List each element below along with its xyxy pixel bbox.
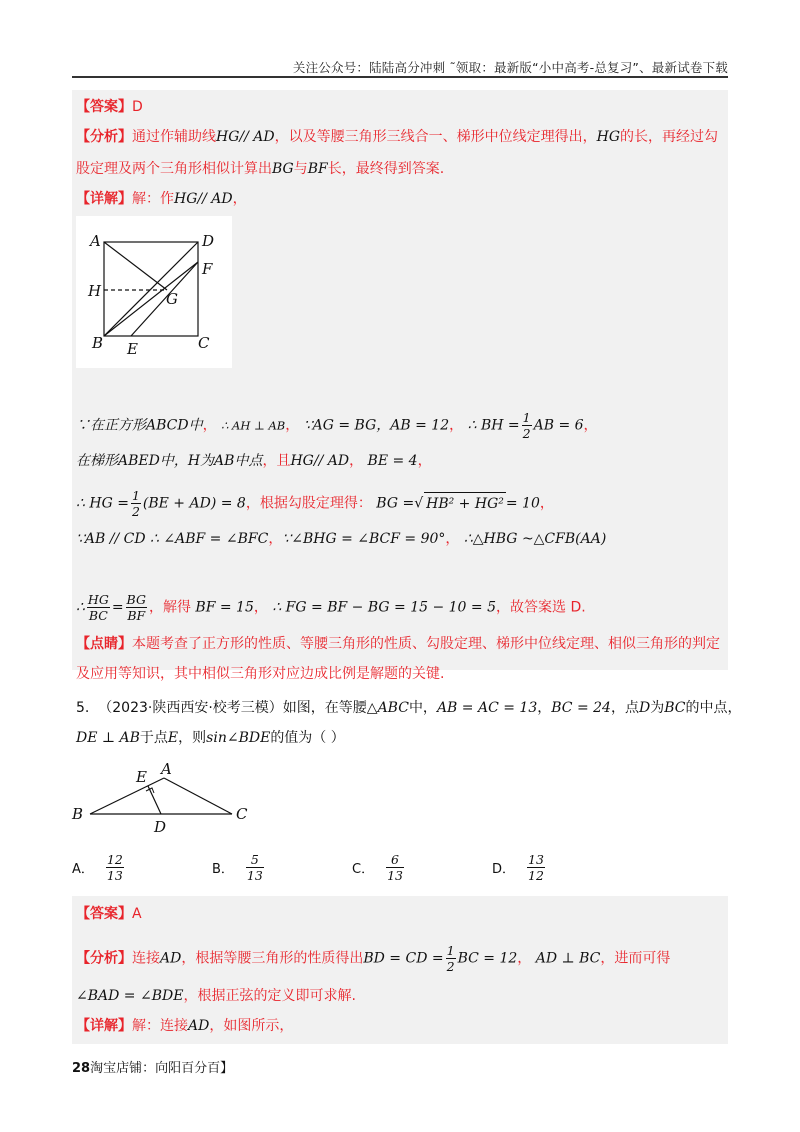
option-label: B． (212, 862, 234, 877)
fraction-denominator: 2 (131, 504, 140, 519)
stem-text: 的值为（ ） (270, 730, 345, 746)
label-b: B (72, 805, 84, 823)
detail-text: ，如图所示， (209, 1018, 294, 1034)
analysis-tag: 【分析】 (76, 129, 132, 145)
q5-stem-line-1 (76, 697, 742, 719)
math-expr: BG (272, 161, 294, 177)
detail-tag: 【详解】 (76, 1018, 132, 1034)
math-expr: ∵AB // CD ∴ ∠ABF = ∠BFC (76, 531, 269, 547)
step-text: ， (253, 599, 268, 616)
segment-ac (164, 778, 232, 814)
math-expr: BE = 4 (367, 453, 418, 469)
math-expr: ∵∠BHG = ∠BCF = 90° (282, 531, 446, 547)
q4-analysis-line-1 (76, 126, 726, 148)
math-expr: E (167, 730, 179, 746)
math-expr: ∠BAD = ∠BDE (76, 988, 184, 1004)
question-number: 5. (76, 700, 90, 716)
step-text: ， (268, 531, 283, 547)
answer-value: D (132, 99, 143, 115)
page-number: 28 (72, 1061, 91, 1076)
step-text: ，且 (262, 453, 291, 469)
fraction-numerator: 5 (246, 852, 264, 868)
label-c: C (236, 805, 248, 823)
fraction-numerator: 1 (446, 943, 455, 958)
page-footer (72, 1057, 233, 1076)
math-expr: BG = (376, 495, 415, 512)
stem-text: 中， (408, 700, 437, 716)
label-a: A (90, 232, 101, 250)
q4-step-2 (76, 450, 726, 472)
math-expr: D (638, 700, 651, 716)
math-expr: ∴ AH ⊥ AB (221, 418, 286, 433)
analysis-text: ，根据等腰三角形的性质得出 (181, 950, 364, 967)
option-label: A． (72, 862, 94, 877)
stem-text: ，则 (178, 730, 207, 746)
step-text: ， (202, 417, 217, 434)
fraction-numerator: 1 (522, 410, 531, 425)
option-fraction (106, 852, 124, 883)
analysis-tag: 【分析】 (76, 950, 132, 967)
analysis-text: ， (517, 950, 532, 967)
math-expr: HG// AD (290, 453, 350, 469)
label-a: A (161, 760, 172, 778)
fraction (126, 592, 147, 623)
step-text: ， (449, 417, 464, 434)
math-expr: ∴ BH = (467, 417, 520, 434)
math-expr: BF (307, 161, 328, 177)
sqrt-sign: √ (414, 495, 424, 512)
math-expr: AB = 6 (533, 417, 584, 434)
step-text: ， (285, 417, 300, 434)
q4-analysis-line-2 (76, 158, 726, 180)
answer-tag: 【答案】 (76, 99, 132, 115)
option-label: C． (352, 862, 375, 877)
math-expr: ∴△HBG ~△CFB(AA) (463, 531, 607, 547)
analysis-text: ，根据正弦的定义即可求解. (183, 988, 356, 1004)
math-expr: AD (160, 950, 182, 967)
header-rule (72, 76, 728, 78)
q5-detail-line (76, 1015, 726, 1037)
sqrt-radicand: HB² + HG² (424, 492, 506, 515)
math-expr: AB = AC = 13 (436, 700, 538, 716)
q4-comment-line-2 (76, 663, 726, 685)
label-d: D (202, 232, 215, 250)
option-b[interactable] (212, 852, 266, 883)
step-text: ，故答案选 D. (496, 599, 586, 616)
stem-text: ，点 (610, 700, 639, 716)
analysis-text: 连接 (132, 950, 160, 967)
q4-step-3 (76, 488, 726, 519)
math-expr: AD (188, 1018, 210, 1034)
analysis-text: 股定理及两个三角形相似计算出 (76, 161, 272, 177)
detail-text: 解：作 (132, 191, 174, 207)
comment-tag: 【点睛】 (76, 636, 132, 652)
analysis-text: ，进而可得 (600, 950, 671, 967)
stem-text: （2023·陕西西安·校考三模）如图，在等腰 (98, 700, 367, 716)
fraction (446, 943, 456, 974)
stem-text: ， (537, 700, 552, 716)
fraction (87, 592, 110, 623)
fraction-numerator: BG (126, 592, 146, 607)
step-text: ， (583, 417, 598, 434)
math-expr: AD ⊥ BC (535, 950, 601, 967)
math-expr: ∵AG = BG，AB = 12 (303, 417, 450, 434)
math-expr: ∴ (76, 599, 85, 616)
comment-text: 本题考查了正方形的性质、等腰三角形的性质、勾股定理、梯形中位线定理、相似三角形的判定 (132, 636, 720, 652)
comment-text: 及应用等知识，其中相似三角形对应边成比例是解题的关键. (76, 666, 445, 682)
label-e: E (127, 340, 138, 358)
step-text: ，根据勾股定理得： (245, 495, 372, 512)
option-fraction (246, 852, 264, 883)
stem-text: 为 (650, 700, 665, 716)
detail-text: ， (232, 191, 247, 207)
fraction-denominator: 13 (246, 868, 263, 883)
fraction-numerator: 13 (528, 852, 544, 867)
q5-stem-line-2 (76, 727, 726, 749)
label-f: F (202, 260, 213, 278)
q4-answer (76, 96, 726, 118)
math-expr: BD = CD = (363, 950, 444, 967)
math-expr: ∴ HG = (76, 495, 129, 512)
analysis-text: 的长，再经过勾 (620, 129, 719, 145)
square-figure (76, 216, 232, 368)
math-expr: sin∠BDE (206, 730, 271, 746)
analysis-text: 通过作辅助线 (132, 129, 216, 145)
option-c[interactable] (352, 852, 406, 883)
math-expr: 在梯形ABED中，H为AB中点 (76, 453, 263, 469)
fraction-denominator: 12 (528, 868, 544, 883)
fraction-numerator: HG (87, 592, 109, 607)
fraction (522, 410, 532, 441)
math-expr: △ABC (366, 700, 409, 716)
step-text: ，解得 (148, 599, 191, 616)
q4-comment-line-1 (76, 633, 726, 655)
fraction-denominator: 13 (106, 868, 123, 883)
fraction-denominator: BF (127, 608, 146, 623)
segment-de (148, 786, 161, 814)
option-label: D． (492, 862, 516, 877)
label-d: D (154, 818, 167, 836)
analysis-text: ，以及等腰三角形三线合一、梯形中位线定理得出， (274, 129, 597, 145)
step-text: ， (445, 531, 460, 547)
detail-text: 解：连接 (132, 1018, 188, 1034)
q4-step-4 (76, 528, 726, 550)
fraction-denominator: 2 (522, 426, 531, 441)
math-expr: HG// AD (216, 129, 275, 145)
fraction-numerator: 12 (106, 852, 123, 867)
math-expr: BC = 12 (457, 950, 518, 967)
step-text: ， (349, 453, 364, 469)
label-e: E (136, 768, 147, 786)
answer-tag: 【答案】 (76, 906, 132, 922)
q4-detail-line (76, 188, 726, 210)
fraction-denominator: 2 (446, 959, 455, 974)
option-fraction (386, 852, 404, 883)
fraction-numerator: 6 (386, 852, 404, 868)
answer-value: A (132, 906, 142, 922)
math-expr: ∴ FG = BF − BG = 15 − 10 = 5 (272, 599, 496, 616)
option-a[interactable] (72, 852, 126, 883)
step-text: ， (539, 495, 554, 512)
q4-step-1 (76, 410, 726, 441)
fraction-numerator: 1 (131, 488, 140, 503)
analysis-text: 与 (293, 161, 308, 177)
page-header: 关注公众号：陆陆高分冲刺 ˜领取：最新版“小中高考-总复习”、最新试卷下载 (292, 60, 728, 75)
step-text: ， (417, 453, 432, 469)
math-expr: HG// AD (174, 191, 233, 207)
math-expr: ∵在正方形ABCD中 (76, 417, 203, 434)
fraction (131, 488, 141, 519)
math-expr: = (111, 599, 124, 616)
math-expr: BF = 15 (195, 599, 254, 616)
math-expr: = 10 (505, 495, 540, 512)
math-expr: HG (596, 129, 621, 145)
label-c: C (198, 334, 210, 352)
shop-text: 淘宝店铺：向阳百分百】 (90, 1061, 234, 1076)
analysis-text: 长，最终得到答案. (327, 161, 445, 177)
fraction-denominator: BC (88, 608, 108, 623)
q4-step-5 (76, 592, 726, 623)
option-fraction (527, 852, 545, 883)
math-expr: BC (664, 700, 686, 716)
option-d[interactable] (492, 852, 547, 883)
stem-text: 于点 (139, 730, 168, 746)
fraction-denominator: 13 (387, 868, 403, 883)
math-expr: BC = 24 (551, 700, 611, 716)
triangle-figure (68, 758, 258, 836)
label-b: B (92, 334, 104, 352)
q5-analysis-line-1 (76, 943, 726, 974)
q5-answer (76, 903, 726, 925)
stem-text: 的中点， (685, 700, 742, 716)
q5-analysis-line-2 (76, 985, 726, 1007)
detail-tag: 【详解】 (76, 191, 132, 207)
math-expr: (BE + AD) = 8 (142, 495, 246, 512)
math-expr: DE ⊥ AB (76, 730, 140, 746)
label-g: G (166, 290, 178, 308)
label-h: H (88, 282, 102, 300)
